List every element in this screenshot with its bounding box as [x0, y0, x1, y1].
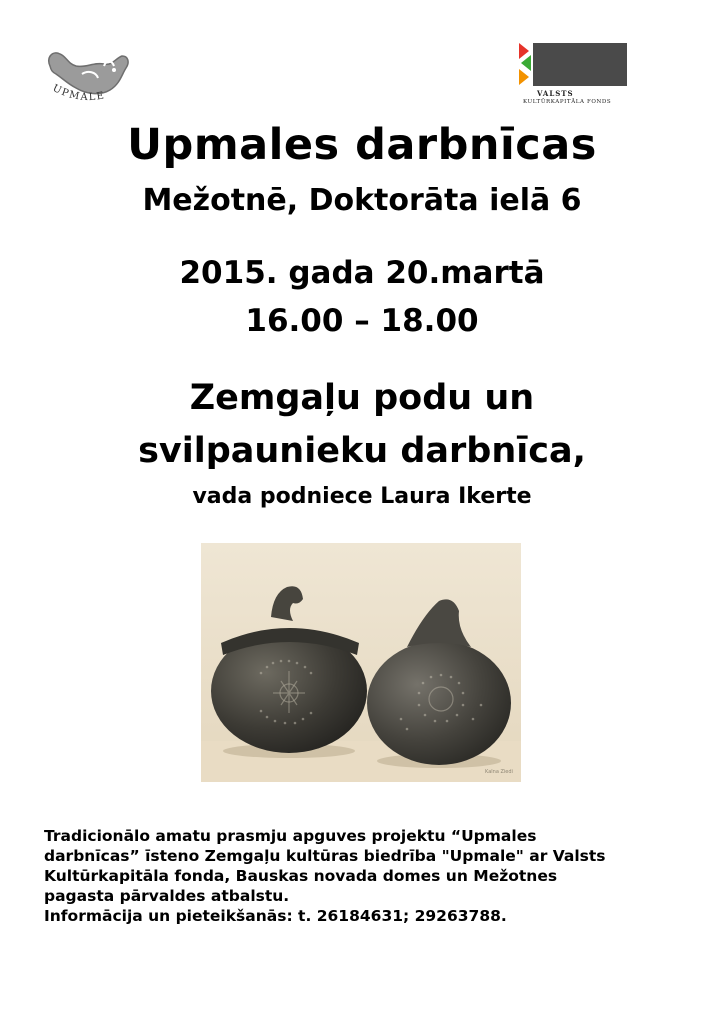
vkkf-logo-bar	[533, 43, 627, 86]
vkkf-mark-icon	[517, 41, 533, 87]
vkkf-logo-line2: KULTŪRKAPITĀLA FONDS	[523, 99, 612, 105]
project-info-line2: darbnīcas” īsteno Zemgaļu kultūras biedrība "Upmale" ar Valsts	[44, 847, 606, 865]
contact-info: Informācija un pieteikšanās: t. 26184631; 29263788.	[44, 907, 507, 925]
event-date: 2015. gada 20.martā	[179, 255, 545, 291]
upmale-logo	[42, 44, 134, 108]
project-info-line1: Tradicionālo amatu prasmju apguves projektu “Upmales	[44, 827, 537, 845]
upmale-animal-icon	[42, 44, 134, 108]
pottery-photo	[201, 543, 521, 782]
event-location: Mežotnē, Doktorāta ielā 6	[142, 183, 582, 218]
photo-watermark: Kalna Ziedi	[485, 769, 513, 775]
project-info	[44, 826, 694, 926]
vkkf-logo	[517, 41, 629, 107]
vkkf-logo-line1: VALSTS	[537, 89, 574, 98]
project-info-line3: Kultūrkapitāla fonda, Bauskas novada domes un Mežotnes	[44, 867, 558, 885]
workshop-title-line1: Zemgaļu podu un	[189, 378, 535, 418]
event-title: Upmales darbnīcas	[127, 120, 597, 170]
event-time: 16.00 – 18.00	[245, 303, 479, 339]
project-info-line4: pagasta pārvaldes atbalstu.	[44, 887, 290, 905]
workshop-leader: vada podniece Laura Ikerte	[192, 484, 532, 509]
upmale-logo-text: UPMALE	[50, 82, 107, 104]
workshop-title-line2: svilpaunieku darbnīca,	[138, 431, 586, 471]
